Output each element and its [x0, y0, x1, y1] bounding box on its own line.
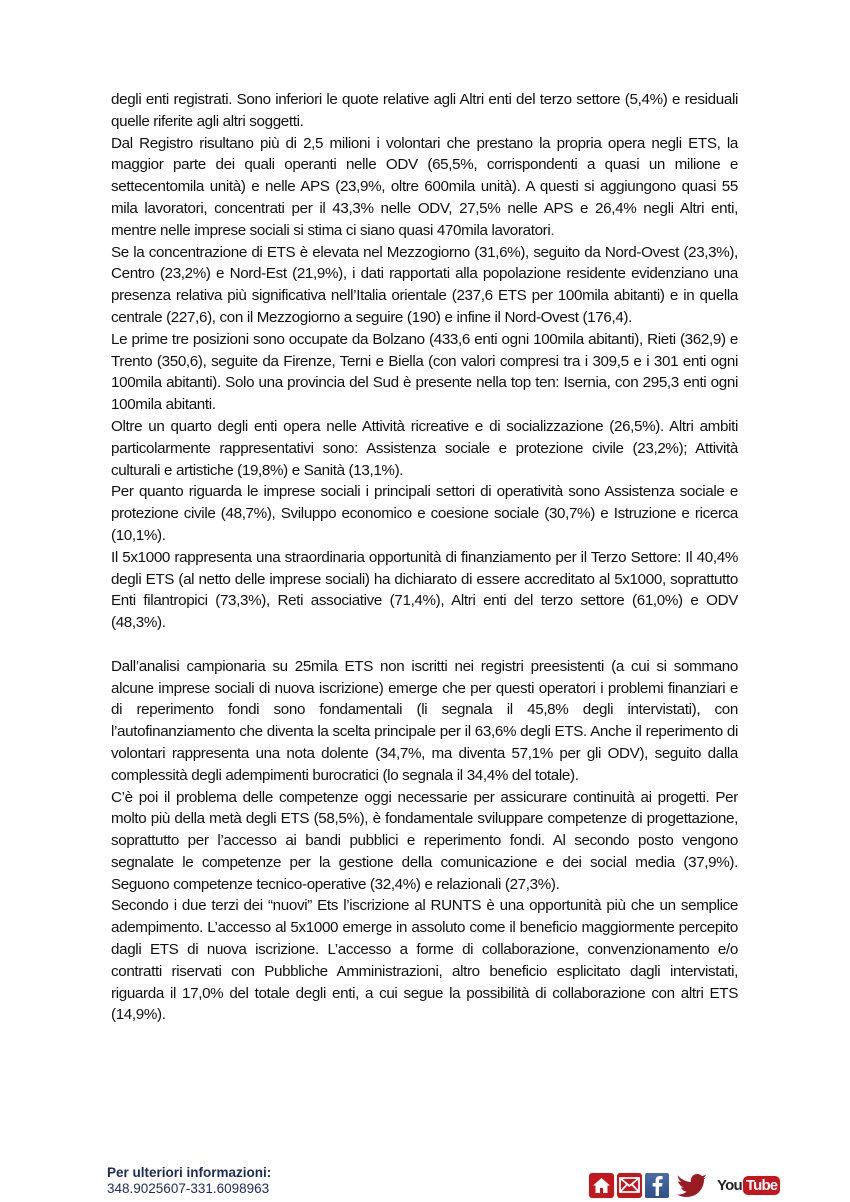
red-period: .: [550, 221, 555, 239]
paragraph-volunteers-text: Dal Registro risultano più di 2,5 milioni i volontari che prestano la propria opera negli ETS, la maggior parte dei quali operanti nelle ODV (65,5%, corrispondenti a quasi un milione e settecentomila unità) e nelle APS (23,9%, oltre 600mila unità). A questi si aggiungono quasi 55 mila lavoratori, concentrati per il 43,3% nelle ODV, 27,5% nelle APS e 26,4% negli Altri enti, mentre nelle imprese sociali si stima ci siano quasi 470mila lavoratori: [111, 134, 738, 239]
home-link[interactable]: [589, 1173, 614, 1198]
social-links: [589, 1172, 780, 1198]
mail-link[interactable]: [617, 1173, 642, 1198]
home-icon: [592, 1177, 611, 1194]
paragraph-5x1000: Il 5x1000 rappresenta una straordinaria opportunità di finanziamento per il Terzo Settore: Il 40,4% degli ETS (al netto delle imprese sociali) ha dichiarato di essere accreditato al 5x1000, soprattutto Enti filantropici (73,3%), Reti associative (71,4%), Altri enti del terzo settore (61,0%) e ODV (48,3%).: [111, 548, 738, 632]
youtube-you-text: You: [717, 1176, 742, 1194]
paragraph-sample-analysis: Dall’analisi campionaria su 25mila ETS non iscritti nei registri preesistenti (a cui si sommano alcune imprese sociali di nuova iscrizione) emerge che per questi operatori i problemi finanziari e di reperimento fondi sono fondamentali (li segnala il 45,8% degli intervistati), con l’autofinanziamento che diventa la scelta principale per il 63,6% degli ETS. Anche il reperimento di volontari rappresenta una nota dolente (34,7%, ma diventa 57,1% per gli ODV), seguito dalla complessità degli adempimenti burocratici (lo segnala il 34,4% del totale).: [111, 657, 738, 784]
mail-icon: [619, 1177, 640, 1193]
paragraph-activity-sectors: Oltre un quarto degli enti opera nelle Attività ricreative e di socializzazione (26,5%). Altri ambiti particolarmente rappresentativi sono: Assistenza sociale e protezione civile (23,2%); Attività culturali e artistiche (19,8%) e Sanità (13,1%).: [111, 417, 738, 479]
document-body: [111, 89, 738, 1026]
footer-phone: 348.9025607-331.6098963: [107, 1181, 270, 1196]
youtube-link[interactable]: [717, 1176, 780, 1195]
paragraph-social-enterprises: Per quanto riguarda le imprese sociali i principali settori di operatività sono Assistenza sociale e protezione civile (48,7%), Sviluppo economico e coesione sociale (30,7%) e Istruzione e ricerca (10,1%).: [111, 483, 738, 544]
paragraph-geographic-distribution: Se la concentrazione di ETS è elevata nel Mezzogiorno (31,6%), seguito da Nord-Ovest (23,3%), Centro (23,2%) e Nord-Est (21,9%), i dati rapportati alla popolazione residente evidenziano una presenza relativa più significativa nell’Italia orientale (237,6 ETS per 100mila abitanti) e in quella centrale (227,6), con il Mezzogiorno a seguire (190) e infine il Nord-Ovest (176,4).: [111, 243, 738, 326]
footer-contact: [107, 1165, 271, 1197]
paragraph-competences: C’è poi il problema delle competenze oggi necessarie per assicurare continuità ai progetti. Per molto più della metà degli ETS (58,5%), è fondamentale sviluppare competenze di progettazione, soprattutto per l’accesso ai bandi pubblici e reperimento fondi. Al secondo posto vengono segnalate le competenze per la gestione della comunicazione e dei social media (37,9%). Seguono competenze tecnico-operative (32,4%) e relazionali (27,3%).: [111, 788, 738, 893]
twitter-icon: [675, 1173, 709, 1197]
twitter-link[interactable]: [674, 1173, 710, 1198]
paragraph-top-provinces: Le prime tre posizioni sono occupate da Bolzano (433,6 enti ogni 100mila abitanti), Rieti (362,9) e Trento (350,6), seguite da Firenze, Terni e Biella (con valori compresi tra i 309,5 e i 301 enti ogni 100mila abitanti). Solo una provincia del Sud è presente nella top ten: Isernia, con 295,3 enti ogni 100mila abitanti.: [111, 330, 738, 414]
paragraph-runts-benefits: Secondo i due terzi dei “nuovi” Ets l’iscrizione al RUNTS è una opportunità più che un semplice adempimento. L’accesso al 5x1000 emerge in assoluto come il beneficio maggiormente percepito dagli ETS di nuova iscrizione. L’accesso a forme di collaborazione, convenzionamento e/o contratti riservati con Pubbliche Amministrazioni, altro beneficio esplicitato dagli intervistati, riguarda il 17,0% del totale degli enti, a cui segue la possibilità di collaborazione con altri ETS (14,9%).: [111, 897, 738, 1024]
footer-info-label: Per ulteriori informazioni:: [107, 1165, 272, 1180]
youtube-tube-text: Tube: [743, 1176, 781, 1195]
facebook-icon: [650, 1174, 664, 1196]
paragraph-registered-entities: degli enti registrati. Sono inferiori le quote relative agli Altri enti del terzo settore (5,4%) e residuali quelle riferite agli altri soggetti.: [111, 91, 738, 130]
facebook-link[interactable]: [645, 1173, 669, 1198]
paragraph-volunteers: [111, 133, 738, 242]
